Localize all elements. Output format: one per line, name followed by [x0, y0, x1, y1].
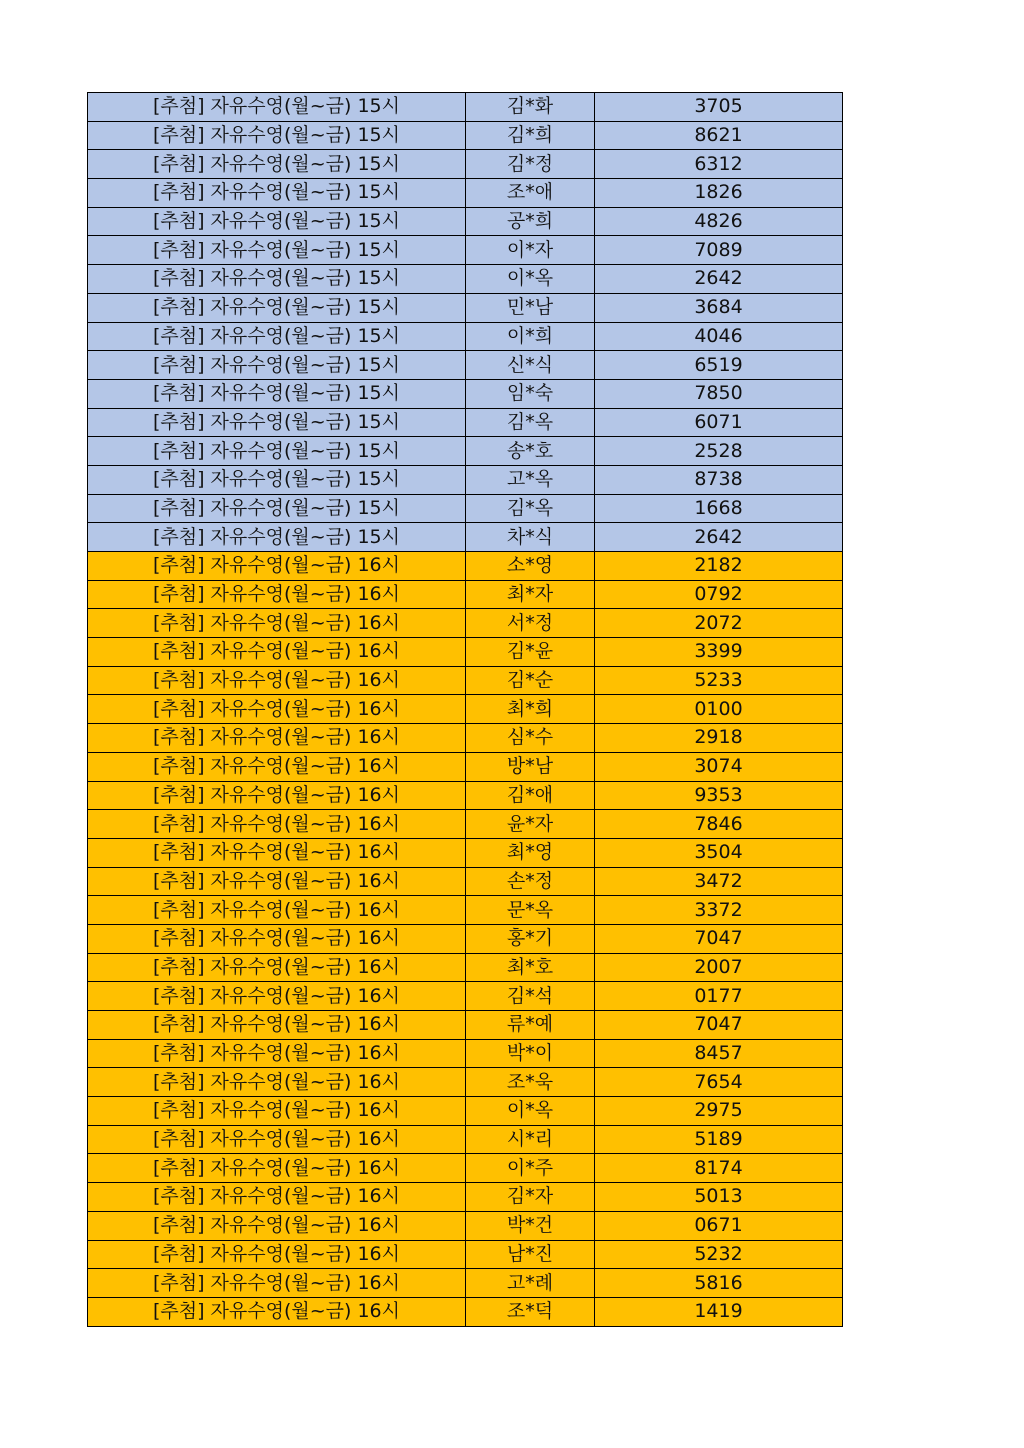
table-row [88, 93, 843, 122]
program-cell: [추첨] 자유수영(월~금) 15시 [88, 351, 466, 380]
code-cell: 2072 [595, 609, 843, 638]
table-row [88, 351, 843, 380]
code-cell: 8174 [595, 1154, 843, 1183]
program-cell: [추첨] 자유수영(월~금) 16시 [88, 1068, 466, 1097]
name-cell: 최*희 [466, 695, 595, 724]
program-cell: [추첨] 자유수영(월~금) 16시 [88, 1039, 466, 1068]
name-cell: 윤*자 [466, 810, 595, 839]
table-row [88, 781, 843, 810]
code-cell: 3472 [595, 867, 843, 896]
name-cell: 김*화 [466, 93, 595, 122]
code-cell: 3074 [595, 752, 843, 781]
code-cell: 5816 [595, 1269, 843, 1298]
name-cell: 조*욱 [466, 1068, 595, 1097]
program-cell: [추첨] 자유수영(월~금) 16시 [88, 1011, 466, 1040]
table-row [88, 867, 843, 896]
table-row [88, 322, 843, 351]
name-cell: 문*옥 [466, 896, 595, 925]
program-cell: [추첨] 자유수영(월~금) 16시 [88, 752, 466, 781]
name-cell: 김*희 [466, 121, 595, 150]
code-cell: 4826 [595, 207, 843, 236]
name-cell: 차*식 [466, 523, 595, 552]
program-cell: [추첨] 자유수영(월~금) 16시 [88, 896, 466, 925]
name-cell: 방*남 [466, 752, 595, 781]
table-row [88, 924, 843, 953]
program-cell: [추첨] 자유수영(월~금) 15시 [88, 494, 466, 523]
program-cell: [추첨] 자유수영(월~금) 16시 [88, 953, 466, 982]
program-cell: [추첨] 자유수영(월~금) 16시 [88, 580, 466, 609]
name-cell: 이*주 [466, 1154, 595, 1183]
code-cell: 2528 [595, 437, 843, 466]
code-cell: 8738 [595, 465, 843, 494]
program-cell: [추첨] 자유수영(월~금) 16시 [88, 1097, 466, 1126]
table-row [88, 552, 843, 581]
table-row [88, 810, 843, 839]
table-row [88, 179, 843, 208]
name-cell: 공*희 [466, 207, 595, 236]
program-cell: [추첨] 자유수영(월~금) 15시 [88, 465, 466, 494]
name-cell: 김*순 [466, 666, 595, 695]
table-row [88, 580, 843, 609]
code-cell: 5189 [595, 1125, 843, 1154]
name-cell: 박*이 [466, 1039, 595, 1068]
code-cell: 6312 [595, 150, 843, 179]
code-cell: 6071 [595, 408, 843, 437]
table-row [88, 1125, 843, 1154]
table-row [88, 207, 843, 236]
table-row [88, 609, 843, 638]
code-cell: 1826 [595, 179, 843, 208]
name-cell: 민*남 [466, 293, 595, 322]
code-cell: 3705 [595, 93, 843, 122]
program-cell: [추첨] 자유수영(월~금) 16시 [88, 609, 466, 638]
code-cell: 2642 [595, 265, 843, 294]
name-cell: 송*호 [466, 437, 595, 466]
program-cell: [추첨] 자유수영(월~금) 16시 [88, 1183, 466, 1212]
code-cell: 3372 [595, 896, 843, 925]
name-cell: 김*자 [466, 1183, 595, 1212]
code-cell: 9353 [595, 781, 843, 810]
table-row [88, 465, 843, 494]
program-cell: [추첨] 자유수영(월~금) 16시 [88, 1154, 466, 1183]
program-cell: [추첨] 자유수영(월~금) 15시 [88, 179, 466, 208]
table-row [88, 121, 843, 150]
name-cell: 심*수 [466, 724, 595, 753]
code-cell: 0177 [595, 982, 843, 1011]
name-cell: 이*옥 [466, 265, 595, 294]
name-cell: 시*리 [466, 1125, 595, 1154]
program-cell: [추첨] 자유수영(월~금) 15시 [88, 523, 466, 552]
code-cell: 6519 [595, 351, 843, 380]
table-row [88, 494, 843, 523]
program-cell: [추첨] 자유수영(월~금) 15시 [88, 437, 466, 466]
code-cell: 8621 [595, 121, 843, 150]
program-cell: [추첨] 자유수영(월~금) 16시 [88, 1211, 466, 1240]
name-cell: 남*진 [466, 1240, 595, 1269]
table-row [88, 293, 843, 322]
code-cell: 5233 [595, 666, 843, 695]
name-cell: 고*례 [466, 1269, 595, 1298]
name-cell: 최*영 [466, 838, 595, 867]
table-row [88, 1183, 843, 1212]
program-cell: [추첨] 자유수영(월~금) 16시 [88, 1297, 466, 1326]
name-cell: 고*옥 [466, 465, 595, 494]
name-cell: 소*영 [466, 552, 595, 581]
table-row [88, 1154, 843, 1183]
program-cell: [추첨] 자유수영(월~금) 16시 [88, 1240, 466, 1269]
program-cell: [추첨] 자유수영(월~금) 16시 [88, 867, 466, 896]
program-cell: [추첨] 자유수영(월~금) 15시 [88, 150, 466, 179]
program-cell: [추첨] 자유수영(월~금) 15시 [88, 207, 466, 236]
code-cell: 0792 [595, 580, 843, 609]
program-cell: [추첨] 자유수영(월~금) 16시 [88, 695, 466, 724]
table-row [88, 523, 843, 552]
name-cell: 최*자 [466, 580, 595, 609]
name-cell: 김*윤 [466, 638, 595, 667]
table-row [88, 896, 843, 925]
table-row [88, 379, 843, 408]
code-cell: 7089 [595, 236, 843, 265]
table-row [88, 695, 843, 724]
code-cell: 1419 [595, 1297, 843, 1326]
name-cell: 이*옥 [466, 1097, 595, 1126]
name-cell: 이*자 [466, 236, 595, 265]
program-cell: [추첨] 자유수영(월~금) 16시 [88, 666, 466, 695]
program-cell: [추첨] 자유수영(월~금) 15시 [88, 121, 466, 150]
table-row [88, 752, 843, 781]
name-cell: 신*식 [466, 351, 595, 380]
code-cell: 3684 [595, 293, 843, 322]
name-cell: 김*정 [466, 150, 595, 179]
table-row [88, 1297, 843, 1326]
code-cell: 7047 [595, 1011, 843, 1040]
table-row [88, 953, 843, 982]
table-row [88, 724, 843, 753]
program-cell: [추첨] 자유수영(월~금) 15시 [88, 408, 466, 437]
table-row [88, 638, 843, 667]
table-row [88, 666, 843, 695]
table-row [88, 1240, 843, 1269]
program-cell: [추첨] 자유수영(월~금) 16시 [88, 638, 466, 667]
name-cell: 조*덕 [466, 1297, 595, 1326]
program-cell: [추첨] 자유수영(월~금) 16시 [88, 781, 466, 810]
table-row [88, 838, 843, 867]
winners-table [87, 92, 843, 1327]
program-cell: [추첨] 자유수영(월~금) 16시 [88, 1269, 466, 1298]
program-cell: [추첨] 자유수영(월~금) 16시 [88, 724, 466, 753]
name-cell: 임*숙 [466, 379, 595, 408]
code-cell: 7047 [595, 924, 843, 953]
program-cell: [추첨] 자유수영(월~금) 15시 [88, 265, 466, 294]
name-cell: 류*예 [466, 1011, 595, 1040]
code-cell: 8457 [595, 1039, 843, 1068]
program-cell: [추첨] 자유수영(월~금) 15시 [88, 293, 466, 322]
code-cell: 7846 [595, 810, 843, 839]
name-cell: 김*애 [466, 781, 595, 810]
table-row [88, 1269, 843, 1298]
name-cell: 최*호 [466, 953, 595, 982]
code-cell: 1668 [595, 494, 843, 523]
program-cell: [추첨] 자유수영(월~금) 16시 [88, 810, 466, 839]
program-cell: [추첨] 자유수영(월~금) 15시 [88, 236, 466, 265]
name-cell: 홍*기 [466, 924, 595, 953]
table-row [88, 1097, 843, 1126]
code-cell: 2182 [595, 552, 843, 581]
program-cell: [추첨] 자유수영(월~금) 15시 [88, 322, 466, 351]
code-cell: 5013 [595, 1183, 843, 1212]
code-cell: 7654 [595, 1068, 843, 1097]
table-row [88, 1039, 843, 1068]
code-cell: 3504 [595, 838, 843, 867]
program-cell: [추첨] 자유수영(월~금) 16시 [88, 1125, 466, 1154]
table-row [88, 265, 843, 294]
name-cell: 박*건 [466, 1211, 595, 1240]
name-cell: 서*정 [466, 609, 595, 638]
name-cell: 김*석 [466, 982, 595, 1011]
code-cell: 4046 [595, 322, 843, 351]
code-cell: 2007 [595, 953, 843, 982]
code-cell: 0671 [595, 1211, 843, 1240]
code-cell: 7850 [595, 379, 843, 408]
program-cell: [추첨] 자유수영(월~금) 15시 [88, 379, 466, 408]
program-cell: [추첨] 자유수영(월~금) 16시 [88, 838, 466, 867]
code-cell: 2642 [595, 523, 843, 552]
code-cell: 2918 [595, 724, 843, 753]
code-cell: 3399 [595, 638, 843, 667]
table-row [88, 236, 843, 265]
table-row [88, 982, 843, 1011]
winners-table-body [88, 93, 843, 1327]
program-cell: [추첨] 자유수영(월~금) 16시 [88, 982, 466, 1011]
table-row [88, 437, 843, 466]
name-cell: 이*희 [466, 322, 595, 351]
program-cell: [추첨] 자유수영(월~금) 16시 [88, 924, 466, 953]
name-cell: 조*애 [466, 179, 595, 208]
name-cell: 김*옥 [466, 408, 595, 437]
table-row [88, 1211, 843, 1240]
table-row [88, 150, 843, 179]
name-cell: 김*옥 [466, 494, 595, 523]
name-cell: 손*정 [466, 867, 595, 896]
code-cell: 2975 [595, 1097, 843, 1126]
table-row [88, 408, 843, 437]
table-row [88, 1068, 843, 1097]
code-cell: 5232 [595, 1240, 843, 1269]
code-cell: 0100 [595, 695, 843, 724]
program-cell: [추첨] 자유수영(월~금) 15시 [88, 93, 466, 122]
table-row [88, 1011, 843, 1040]
program-cell: [추첨] 자유수영(월~금) 16시 [88, 552, 466, 581]
